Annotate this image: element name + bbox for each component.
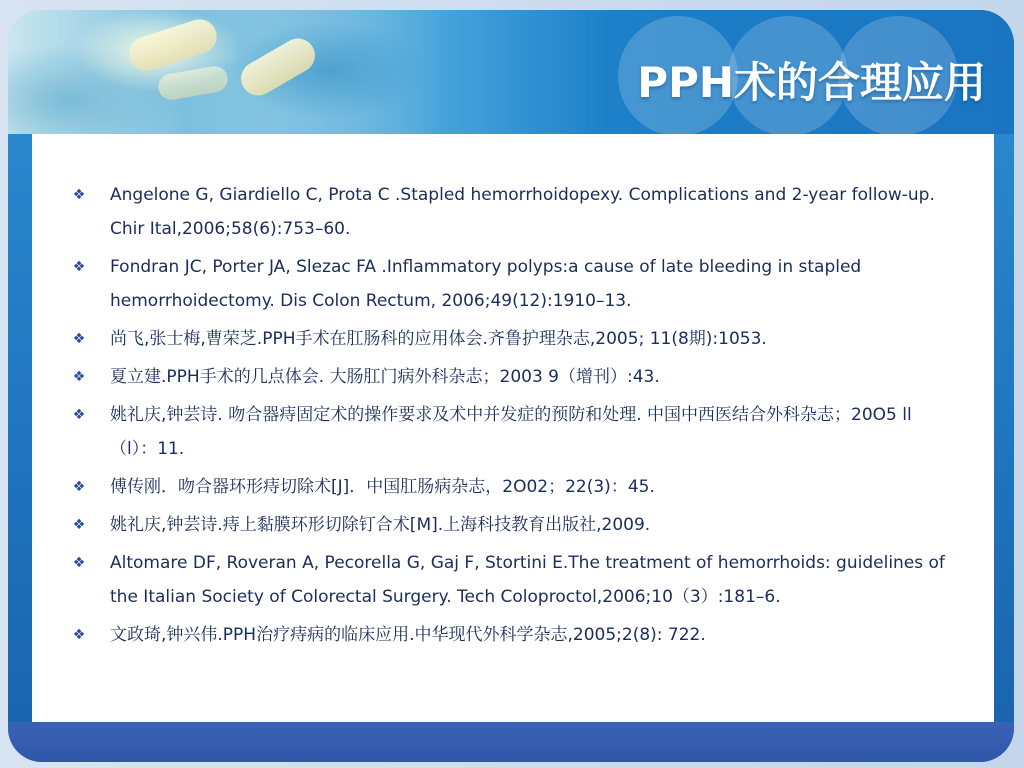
- content-panel: [32, 134, 994, 730]
- glove-shape: [235, 32, 321, 101]
- reference-text: 傅传刚．吻合器环形痔切除术[J]．中国肛肠病杂志，2O02；22(3)：45.: [110, 477, 655, 497]
- list-item: [70, 178, 950, 246]
- reference-text: Angelone G, Giardiello C, Prota C .Stapled hemorrhoidopexy. Complications and 2-year follow-up. Chir Ital,2006;58(6):753–60.: [110, 185, 935, 239]
- diamond-bullet-icon: ❖: [72, 369, 86, 385]
- header-banner: [8, 10, 1014, 134]
- list-item: [70, 546, 950, 614]
- diamond-bullet-icon: ❖: [72, 555, 86, 571]
- list-item: [70, 360, 950, 394]
- slide-frame: [8, 10, 1014, 762]
- diamond-bullet-icon: ❖: [72, 517, 86, 533]
- list-item: [70, 322, 950, 356]
- reference-text: Fondran JC, Porter JA, Slezac FA .Inflammatory polyps:a cause of late bleeding in stapled hemorrhoidectomy. Dis Colon Rectum, 2006;49(12):1910–13.: [110, 257, 862, 311]
- reference-text: 姚礼庆,钟芸诗. 吻合器痔固定术的操作要求及术中并发症的预防和处理. 中国中西医结合外科杂志；20O5 ll（l）：11.: [110, 405, 912, 459]
- diamond-bullet-icon: ❖: [72, 479, 86, 495]
- diamond-bullet-icon: ❖: [72, 259, 86, 275]
- diamond-bullet-icon: ❖: [72, 331, 86, 347]
- reference-text: 尚飞,张士梅,曹荣芝.PPH手术在肛肠科的应用体会.齐鲁护理杂志,2005; 11(8期):1053.: [110, 329, 767, 349]
- glove-shape: [125, 15, 221, 75]
- footer-bar: [8, 722, 1014, 762]
- list-item: [70, 618, 950, 652]
- diamond-bullet-icon: ❖: [72, 627, 86, 643]
- list-item: [70, 470, 950, 504]
- surgery-photo: [8, 10, 448, 134]
- glove-shape: [156, 64, 229, 102]
- reference-list: [70, 178, 950, 656]
- reference-text: Altomare DF, Roveran A, Pecorella G, Gaj F, Stortini E.The treatment of hemorrhoids: guidelines of the Italian Society of Colorectal Surgery. Tech Coloproctol,2006;10（3）:181–6.: [110, 553, 945, 607]
- list-item: [70, 398, 950, 466]
- diamond-bullet-icon: ❖: [72, 407, 86, 423]
- diamond-bullet-icon: ❖: [72, 187, 86, 203]
- list-item: [70, 508, 950, 542]
- reference-text: 夏立建.PPH手术的几点体会. 大肠肛门病外科杂志；2003 9（增刊）:43.: [110, 367, 660, 387]
- reference-text: 文政琦,钟兴伟.PPH治疗痔病的临床应用.中华现代外科学杂志,2005;2(8): 722.: [110, 625, 706, 645]
- reference-text: 姚礼庆,钟芸诗.痔上黏膜环形切除钉合术[M].上海科技教育出版社,2009.: [110, 515, 651, 535]
- list-item: [70, 250, 950, 318]
- page-title: PPH术的合理应用: [637, 58, 986, 107]
